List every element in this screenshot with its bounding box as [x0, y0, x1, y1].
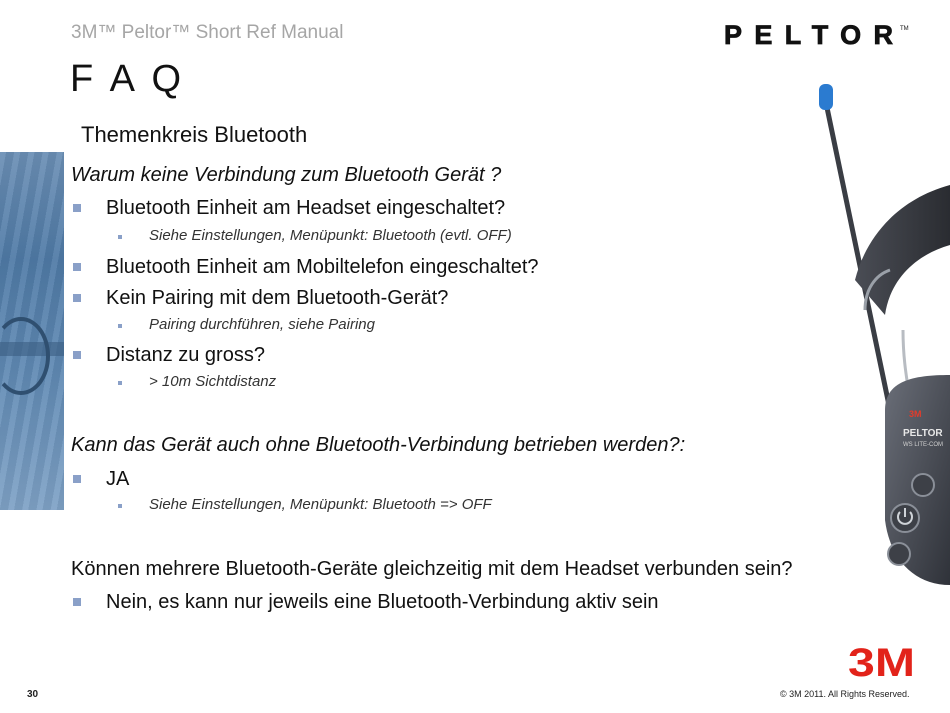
side-photo	[0, 152, 64, 510]
faq-question: Kann das Gerät auch ohne Bluetooth-Verbindung betrieben werden?:	[71, 434, 686, 456]
section-heading: Themenkreis Bluetooth	[81, 122, 308, 147]
page-title: F A Q	[70, 58, 186, 100]
headset-model-label: PELTOR	[903, 428, 943, 439]
minus-icon	[888, 543, 910, 565]
svg-text:TM: TM	[900, 26, 909, 32]
antenna-tip-icon	[819, 84, 833, 110]
copyright-notice: © 3M 2011. All Rights Reserved.	[780, 689, 910, 699]
headset-variant-label: WS LITE-COM	[903, 442, 943, 448]
bullet-icon	[73, 263, 81, 271]
bullet-icon	[73, 294, 81, 302]
document-subtitle: 3M™ Peltor™ Short Ref Manual	[71, 22, 344, 43]
bullet-icon	[118, 381, 122, 385]
svg-text:PELTOR: PELTOR	[724, 20, 896, 50]
page-number: 30	[27, 689, 39, 700]
bullet-icon	[73, 351, 81, 359]
plus-icon	[912, 474, 934, 496]
bullet-icon	[73, 204, 81, 212]
3m-logo	[848, 642, 916, 680]
bullet-icon	[118, 324, 122, 328]
svg-text:3M: 3M	[848, 642, 915, 680]
bullet-icon	[73, 475, 81, 483]
peltor-logo	[722, 20, 912, 50]
headset-illustration	[795, 80, 950, 600]
headset-brand-label: 3M	[909, 409, 922, 419]
bullet-icon	[73, 598, 81, 606]
bullet-icon	[118, 235, 122, 239]
faq-question: Warum keine Verbindung zum Bluetooth Gerät ?	[71, 164, 502, 186]
bullet-icon	[118, 504, 122, 508]
faq-question: Können mehrere Bluetooth-Geräte gleichzeitig mit dem Headset verbunden sein?	[71, 558, 793, 580]
